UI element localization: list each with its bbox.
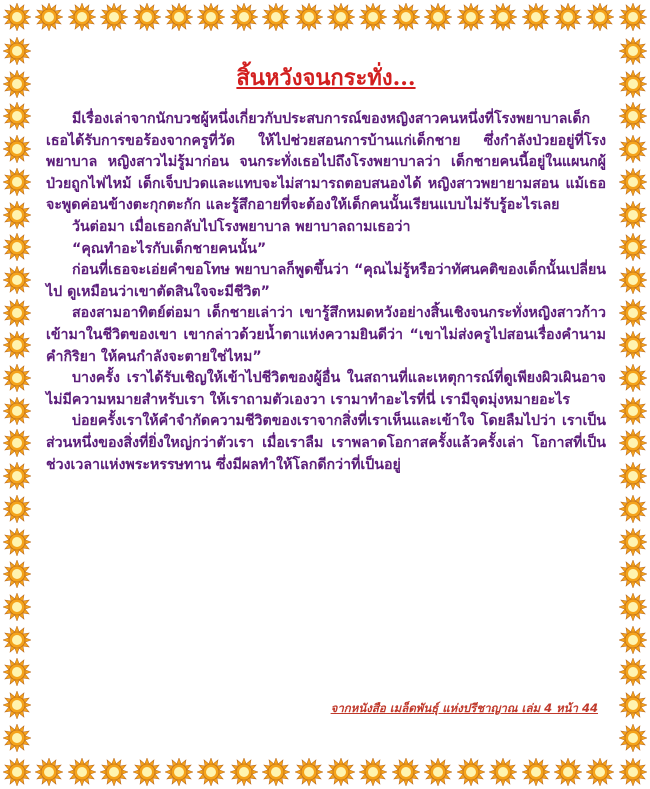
sun-icon [585, 757, 615, 787]
sun-icon [553, 2, 583, 32]
sun-icon [456, 2, 486, 32]
paragraph: บางครั้ง เราได้รับเชิญให้เข้าไปชีวิตของผู้อื่น ในสถานที่และเหตุการณ์ที่ดูเพียงผิวเผินอาจไม่มีความหมายสำหรับเรา ให้เราถามตัวเองวา เรามาทำอะไรที่นี่ เรามีจุดมุ่งหมายอะไร [46, 370, 606, 408]
sun-icon [585, 2, 615, 32]
sun-icon [2, 232, 32, 262]
paragraph: ก่อนที่เธอจะเอ่ยคำขอโทษ พยาบาลก็พูดขึ้นว่า “คุณไม่รู้หรือว่าทัศนคติของเด็กนั้นเปลี่ยนไป ดูเหมือนว่าเขาตัดสินใจจะมีชีวิต” [46, 262, 606, 300]
sun-icon [229, 2, 259, 32]
sun-icon [326, 757, 356, 787]
sun-icon [2, 690, 32, 720]
sun-icon [261, 757, 291, 787]
sun-icon [488, 2, 518, 32]
sun-icon [2, 396, 32, 426]
sun-icon [521, 2, 551, 32]
sun-icon [2, 200, 32, 230]
sun-icon [294, 2, 324, 32]
sun-icon [2, 723, 32, 753]
sun-icon [99, 757, 129, 787]
paragraph: วันต่อมา เมื่อเธอกลับไปโรงพยาบาล พยาบาลถามเธอว่า [72, 218, 411, 235]
paragraph: “คุณทำอะไรกับเด็กชายคนนั้น” [72, 240, 267, 257]
sun-icon [2, 757, 32, 787]
sun-icon [2, 657, 32, 687]
sun-icon [2, 494, 32, 524]
sun-icon [196, 757, 226, 787]
sun-icon [196, 2, 226, 32]
sun-icon [618, 625, 648, 655]
sun-icon [618, 167, 648, 197]
sun-icon [488, 757, 518, 787]
sun-icon [618, 363, 648, 393]
sun-icon [2, 298, 32, 328]
sun-icon [618, 723, 648, 753]
sun-icon [618, 559, 648, 589]
sun-icon [2, 101, 32, 131]
article-title: สิ้นหวังจนกระทั่ง... [236, 65, 416, 91]
sun-icon [67, 757, 97, 787]
sun-border-top [0, 0, 650, 34]
article [46, 46, 606, 746]
sun-icon [2, 592, 32, 622]
sun-icon [164, 2, 194, 32]
sun-icon [132, 2, 162, 32]
sun-icon [618, 265, 648, 295]
sun-icon [2, 559, 32, 589]
sun-icon [261, 2, 291, 32]
sun-icon [2, 428, 32, 458]
source-credit: จากหนังสือ เมล็ดพันธุ์ แห่งปรีชาญาณ เล่ม 4 หน้า 44 [330, 701, 598, 715]
sun-icon [358, 2, 388, 32]
sun-icon [553, 757, 583, 787]
sun-icon [423, 2, 453, 32]
sun-icon [618, 232, 648, 262]
paragraph: บ่อยครั้งเราให้คำจำกัดความชีวิตของเราจากสิ่งที่เราเห็นและเข้าใจ โดยลืมไปว่า เราเป็นส่วนหนึ่งของสิ่งที่ยิ่งใหญ่กว่าตัวเรา เมื่อเราลืม เราพลาดโอกาสครั้งแล้วครั้งเล่า โอกาสที่เป็นช่วงเวลาแห่งพระหรรษทาน ซึ่งมีผลทำให้โลกดีกว่าที่เป็นอยู่ [46, 413, 606, 473]
sun-icon [618, 2, 648, 32]
sun-icon [521, 757, 551, 787]
sun-icon [618, 298, 648, 328]
sun-icon [618, 36, 648, 66]
sun-icon [618, 428, 648, 458]
sun-icon [618, 657, 648, 687]
sun-icon [618, 134, 648, 164]
paragraph: มีเรื่องเล่าจากนักบวชผู้หนึ่งเกี่ยวกับประสบการณ์ของหญิงสาวคนหนึ่งที่โรงพยาบาลเด็ก เธอได้รับการขอร้องจากครูที่วัด ให้ไปช่วยสอนการบ้านแก่เด็กชาย ซึ่งกำลังป่วยอยู่ที่โรงพยาบาล หญิงสาวไม่รู้มาก่อน จนกระทั่งเธอไปถึงโรงพยาบาลว่า เด็กชายคนนี้อยู่ในแผนกผู้ป่วยถูกไฟไหม้ เด็กเจ็บปวดและแทบจะไม่สามารถตอบสนองได้ หญิงสาวพยายามสอน แม้เธอจะพูดค่อนข้างตะกุกตะกัก และรู้สึกอายที่จะต้องให้เด็กคนนั้นเรียนแบบไม่รับรู้อะไรเลย [46, 111, 606, 214]
sun-icon [34, 2, 64, 32]
sun-icon [618, 494, 648, 524]
sun-icon [294, 757, 324, 787]
sun-icon [358, 757, 388, 787]
sun-icon [326, 2, 356, 32]
sun-icon [618, 200, 648, 230]
sun-icon [67, 2, 97, 32]
article-body [46, 109, 606, 476]
sun-icon [2, 69, 32, 99]
sun-icon [2, 167, 32, 197]
sun-icon [618, 101, 648, 131]
sun-icon [229, 757, 259, 787]
sun-icon [618, 69, 648, 99]
sun-icon [618, 396, 648, 426]
sun-border-right [616, 34, 650, 755]
sun-icon [391, 2, 421, 32]
sun-icon [618, 527, 648, 557]
sun-icon [99, 2, 129, 32]
sun-icon [618, 461, 648, 491]
sun-icon [2, 265, 32, 295]
sun-icon [2, 363, 32, 393]
sun-icon [618, 757, 648, 787]
sun-icon [2, 527, 32, 557]
sun-icon [2, 134, 32, 164]
sun-icon [2, 625, 32, 655]
sun-icon [2, 2, 32, 32]
sun-icon [618, 690, 648, 720]
sun-icon [2, 330, 32, 360]
sun-icon [391, 757, 421, 787]
sun-icon [2, 36, 32, 66]
sun-icon [34, 757, 64, 787]
sun-icon [618, 330, 648, 360]
sun-icon [618, 592, 648, 622]
sun-icon [2, 461, 32, 491]
sun-icon [423, 757, 453, 787]
sun-border-bottom [0, 755, 650, 789]
sun-border-left [0, 34, 34, 755]
sun-icon [132, 757, 162, 787]
sun-icon [164, 757, 194, 787]
paragraph: สองสามอาทิตย์ต่อมา เด็กชายเล่าว่า เขารู้สึกหมดหวังอย่างสิ้นเชิงจนกระทั่งหญิงสาวก้าวเข้ามาในชีวิตของเขา เขากล่าวด้วยน้ำตาแห่งความยินดีว่า “เขาไม่ส่งครูไปสอนเรื่องคำนาม คำกิริยา ให้คนกำลังจะตายใช่ไหม” [46, 305, 606, 365]
sun-icon [456, 757, 486, 787]
